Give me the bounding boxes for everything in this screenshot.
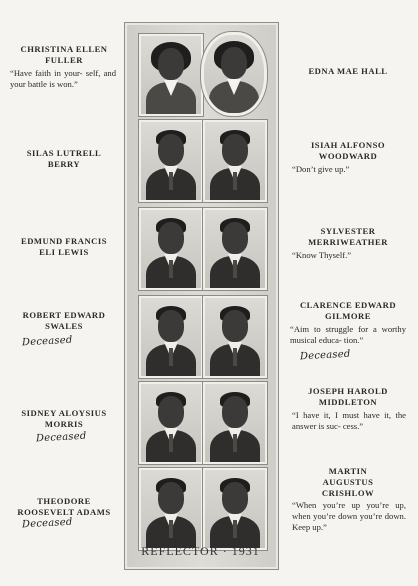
left-entry-name: SILAS LUTRELL BERRY <box>26 148 102 169</box>
portrait-photo <box>203 468 267 550</box>
right-entry-quote: “Aim to struggle for a worthy musical educa- tion.” <box>290 324 406 345</box>
portrait-photo <box>139 208 203 290</box>
right-entry-name: EDNA MAE HALL <box>308 66 388 76</box>
portrait-photo <box>139 120 203 202</box>
right-entry-quote: “I have it, I must have it, the answer is suc- cess.” <box>292 410 406 431</box>
deceased-note: Deceased <box>35 430 87 445</box>
left-entry-quote: “Have faith in your- self, and your battle is won.” <box>10 68 116 89</box>
left-entry-name: ROBERT EDWARD SWALES <box>22 310 106 331</box>
deceased-note: Deceased <box>21 516 73 531</box>
right-entry-quote: “Know Thyself.” <box>292 250 352 260</box>
right-entry-name: ISIAH ALFONSO WOODWARD <box>310 140 386 161</box>
right-entry-name: CLARENCE EDWARD GILMORE <box>299 300 397 321</box>
deceased-note: Deceased <box>21 334 73 349</box>
right-entry-name: JOSEPH HAROLD MIDDLETON <box>308 386 388 407</box>
portrait-photo <box>139 382 203 464</box>
portrait-photo <box>203 296 267 378</box>
strip-caption: REFLECTOR · 1931 <box>141 544 260 558</box>
deceased-note: Deceased <box>299 348 351 363</box>
portrait-photo <box>139 296 203 378</box>
portrait-photo <box>139 34 203 116</box>
right-entry-quote: “Don’t give up.” <box>292 164 350 174</box>
left-entry-name: CHRISTINA ELLEN FULLER <box>20 44 108 65</box>
portrait-photo <box>203 382 267 464</box>
left-entry-name: THEODORE ROOSEVELT ADAMS <box>17 496 111 517</box>
portrait-photo <box>203 120 267 202</box>
portrait-photo <box>139 468 203 550</box>
right-entry-name: SYLVESTER MERRIWEATHER <box>308 226 388 247</box>
left-entry-name: EDMUND FRANCIS ELI LEWIS <box>20 236 107 257</box>
left-entry-name: SIDNEY ALOYSIUS MORRIS <box>21 408 107 429</box>
right-entry-name: MARTIN AUGUSTUS CRISHLOW <box>321 466 375 498</box>
portrait-photo <box>201 32 267 116</box>
right-entry-quote: “When you’re up you’re up, when you’re down you’re down. Keep up.” <box>292 500 406 532</box>
portrait-photo <box>203 208 267 290</box>
